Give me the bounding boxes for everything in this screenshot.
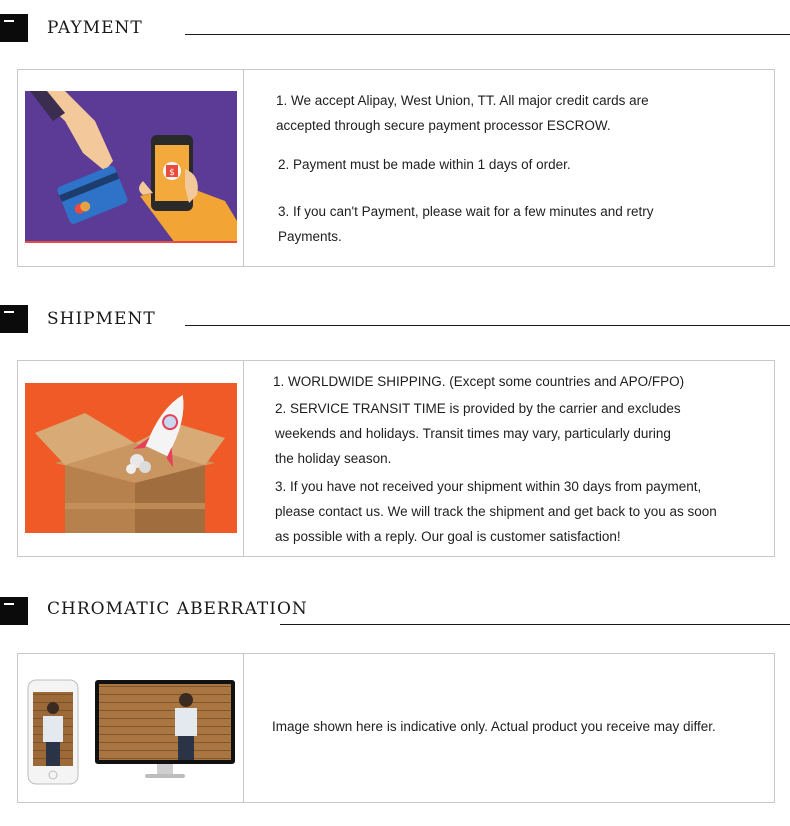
header-rule: [185, 325, 790, 326]
header-rule: [280, 624, 790, 625]
payment-line-2: accepted through secure payment processor ESCROW.: [276, 118, 611, 133]
payment-panel: [17, 69, 775, 267]
shipment-line-5: 3. If you have not received your shipment within 30 days from payment,: [275, 479, 702, 494]
shipment-illustration: [25, 383, 237, 533]
chromatic-text-cell: [244, 654, 774, 802]
payment-line-1: 1. We accept Alipay, West Union, TT. All major credit cards are: [276, 93, 649, 108]
shipment-text-cell: [244, 361, 774, 556]
payment-image-cell: [18, 70, 244, 266]
chromatic-panel: [17, 653, 775, 803]
payment-line-5: Payments.: [278, 229, 342, 244]
chromatic-section-header: [0, 597, 790, 637]
payment-text-cell: [244, 70, 774, 266]
payment-title: PAYMENT: [47, 18, 143, 38]
shipment-section-header: [0, 305, 790, 345]
payment-line-3: 2. Payment must be made within 1 days of order.: [278, 157, 571, 172]
section-marker-icon: [0, 597, 28, 625]
shipment-line-3: weekends and holidays. Transit times may vary, particularly during: [275, 426, 671, 441]
shipment-line-6: please contact us. We will track the shipment and get back to you as soon: [275, 504, 717, 519]
shipment-line-4: the holiday season.: [275, 451, 392, 466]
payment-illustration: [25, 91, 237, 243]
payment-line-4: 3. If you can't Payment, please wait for a few minutes and retry: [278, 204, 654, 219]
shipment-line-7: as possible with a reply. Our goal is customer satisfaction!: [275, 529, 621, 544]
payment-section-header: [0, 14, 790, 54]
chromatic-line-1: Image shown here is indicative only. Actual product you receive may differ.: [272, 719, 716, 734]
header-rule: [185, 34, 790, 35]
shipment-image-cell: [18, 361, 244, 556]
phone-screen-text: $: [169, 168, 175, 178]
shipment-panel: [17, 360, 775, 557]
chromatic-title: CHROMATIC ABERRATION: [47, 599, 308, 619]
shipment-line-2: 2. SERVICE TRANSIT TIME is provided by the carrier and excludes: [275, 401, 681, 416]
shipment-title: SHIPMENT: [47, 309, 156, 329]
shipment-line-1: 1. WORLDWIDE SHIPPING. (Except some countries and APO/FPO): [273, 374, 685, 389]
devices-illustration: [25, 678, 240, 788]
section-marker-icon: [0, 14, 28, 42]
chromatic-image-cell: [18, 654, 244, 802]
section-marker-icon: [0, 305, 28, 333]
